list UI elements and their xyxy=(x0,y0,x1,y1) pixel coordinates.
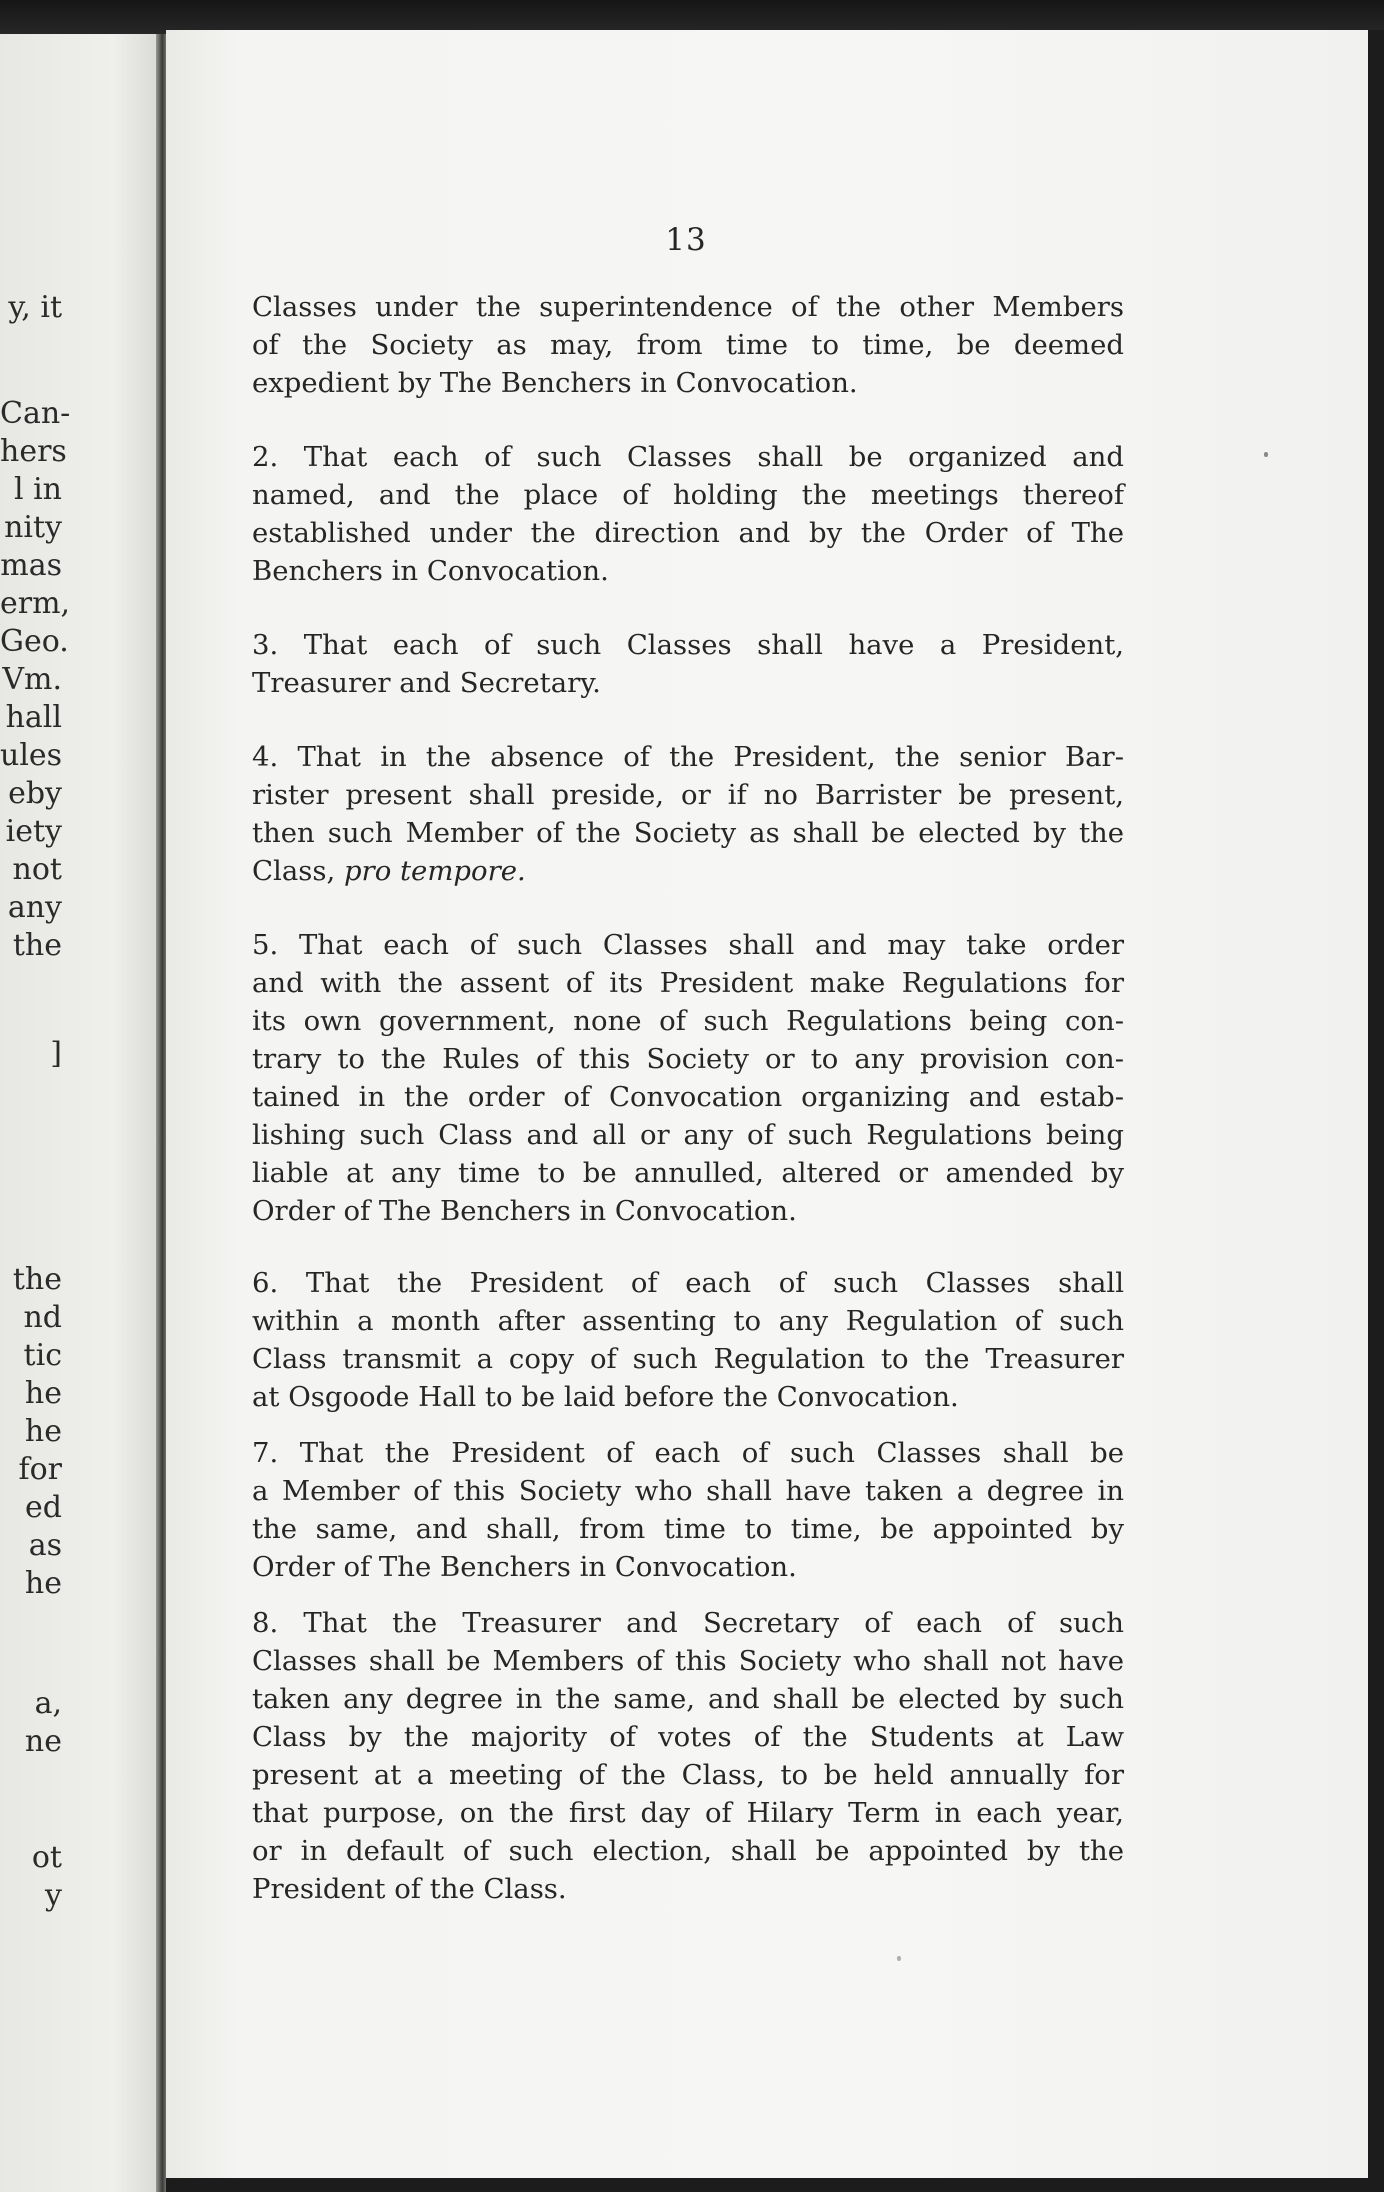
left-fragment: Can- xyxy=(0,396,71,431)
left-fragment: y, it xyxy=(8,290,62,325)
left-fragment: Vm. xyxy=(2,662,62,697)
text-line: Treasurer and Secretary. xyxy=(252,667,601,699)
left-fragment: he xyxy=(24,1376,62,1411)
text-line: Order of The Benchers in Convocation. xyxy=(252,1551,797,1583)
paragraph-7 xyxy=(252,1434,1124,1586)
left-fragment: the xyxy=(12,1262,62,1297)
text-line: 4. That in the absence of the President, the senior Bar- xyxy=(252,741,1124,773)
paragraph-gap xyxy=(252,890,1124,926)
text-line: present at a meeting of the Class, to be held annually for xyxy=(252,1759,1124,1791)
text-line: then such Member of the Society as shall be elected by the xyxy=(252,817,1124,849)
text-line: tained in the order of Convocation organizing and estab- xyxy=(252,1081,1124,1113)
text-line: rister present shall preside, or if no Barrister be present, xyxy=(252,779,1124,811)
text-line-prefix: Class, xyxy=(252,855,344,887)
text-line: lishing such Class and all or any of such Regulations being xyxy=(252,1119,1124,1151)
left-fragment: iety xyxy=(5,814,62,849)
left-fragment: nity xyxy=(4,510,62,545)
left-fragment: ot xyxy=(31,1840,62,1875)
text-line: Classes shall be Members of this Society who shall not have xyxy=(252,1645,1124,1677)
left-fragment: ed xyxy=(25,1490,62,1525)
left-fragment: ne xyxy=(24,1724,62,1759)
page-number: 13 xyxy=(665,222,707,258)
paragraph-gap xyxy=(252,1230,1124,1264)
paragraph-6 xyxy=(252,1264,1124,1416)
left-fragment: for xyxy=(18,1452,62,1487)
left-fragment: a, xyxy=(34,1686,62,1721)
paragraph-gap xyxy=(252,1416,1124,1434)
left-fragment: any xyxy=(7,890,62,925)
text-line: 3. That each of such Classes shall have a President, xyxy=(252,629,1124,661)
text-line: President of the Class. xyxy=(252,1873,567,1905)
paragraph-gap xyxy=(252,590,1124,626)
text-line: a Member of this Society who shall have taken a degree in xyxy=(252,1475,1124,1507)
text-line: Class transmit a copy of such Regulation to the Treasurer xyxy=(252,1343,1124,1375)
paper-speck xyxy=(897,1956,901,1961)
text-line: 8. That the Treasurer and Secretary of each of such xyxy=(252,1607,1124,1639)
text-line: 2. That each of such Classes shall be organized and xyxy=(252,441,1124,473)
paper-speck xyxy=(1264,452,1268,457)
paragraph-8 xyxy=(252,1604,1124,1908)
text-line: or in default of such election, shall be appointed by the xyxy=(252,1835,1124,1867)
text-line: 6. That the President of each of such Classes shall xyxy=(252,1267,1124,1299)
text-line xyxy=(252,852,1124,890)
left-fragment: eby xyxy=(8,776,62,811)
left-fragment: he xyxy=(24,1414,62,1449)
previous-page-fragment xyxy=(0,34,162,2192)
scan-right-edge xyxy=(1368,30,1384,2192)
left-fragment: as xyxy=(28,1528,62,1563)
paragraph-5 xyxy=(252,926,1124,1230)
text-line: at Osgoode Hall to be laid before the Convocation. xyxy=(252,1381,959,1413)
left-fragment: mas xyxy=(0,548,62,583)
text-line: of the Society as may, from time to time, be deemed xyxy=(252,329,1124,361)
text-line: expedient by The Benchers in Convocation. xyxy=(252,367,858,399)
latin-phrase: pro tempore. xyxy=(343,855,526,887)
text-line: named, and the place of holding the meetings thereof xyxy=(252,479,1124,511)
text-line: and with the assent of its President make Regulations for xyxy=(252,967,1124,999)
text-line: Order of The Benchers in Convocation. xyxy=(252,1195,797,1227)
text-line: the same, and shall, from time to time, be appointed by xyxy=(252,1513,1124,1545)
text-line: 7. That the President of each of such Classes shall be xyxy=(252,1437,1124,1469)
left-fragment: hall xyxy=(5,700,62,735)
paragraph-gap xyxy=(252,1586,1124,1604)
left-fragment: l in xyxy=(13,472,62,507)
left-fragment: erm, xyxy=(0,586,71,621)
left-fragment: he xyxy=(24,1566,62,1601)
left-fragment: Geo. xyxy=(0,624,69,659)
text-line: Classes under the superintendence of the other Members xyxy=(252,291,1124,323)
paragraph-2 xyxy=(252,438,1124,590)
paragraph-gap xyxy=(252,702,1124,738)
left-fragment: not xyxy=(12,852,62,887)
text-line: taken any degree in the same, and shall be elected by such xyxy=(252,1683,1124,1715)
left-fragment: tic xyxy=(23,1338,62,1373)
scan-bottom-edge xyxy=(166,2178,1384,2192)
text-line: within a month after assenting to any Regulation of such xyxy=(252,1305,1124,1337)
paragraph-4 xyxy=(252,738,1124,890)
left-fragment: y xyxy=(45,1878,62,1913)
text-line: established under the direction and by the Order of The xyxy=(252,517,1124,549)
left-fragment: ] xyxy=(50,1036,62,1071)
text-line: Class by the majority of votes of the Students at Law xyxy=(252,1721,1124,1753)
paragraph-1 xyxy=(252,288,1124,402)
left-fragment: the xyxy=(12,928,62,963)
text-line: 5. That each of such Classes shall and may take order xyxy=(252,929,1124,961)
text-line: liable at any time to be annulled, altered or amended by xyxy=(252,1157,1124,1189)
page-body xyxy=(252,288,1124,1908)
paragraph-3 xyxy=(252,626,1124,702)
text-line: that purpose, on the first day of Hilary Term in each year, xyxy=(252,1797,1124,1829)
text-line: trary to the Rules of this Society or to any provision con- xyxy=(252,1043,1124,1075)
text-line: Benchers in Convocation. xyxy=(252,555,609,587)
text-line: its own government, none of such Regulations being con- xyxy=(252,1005,1124,1037)
paragraph-gap xyxy=(252,402,1124,438)
left-fragment: ules xyxy=(0,738,63,773)
left-fragment: hers xyxy=(0,434,67,469)
left-fragment: nd xyxy=(23,1300,62,1335)
